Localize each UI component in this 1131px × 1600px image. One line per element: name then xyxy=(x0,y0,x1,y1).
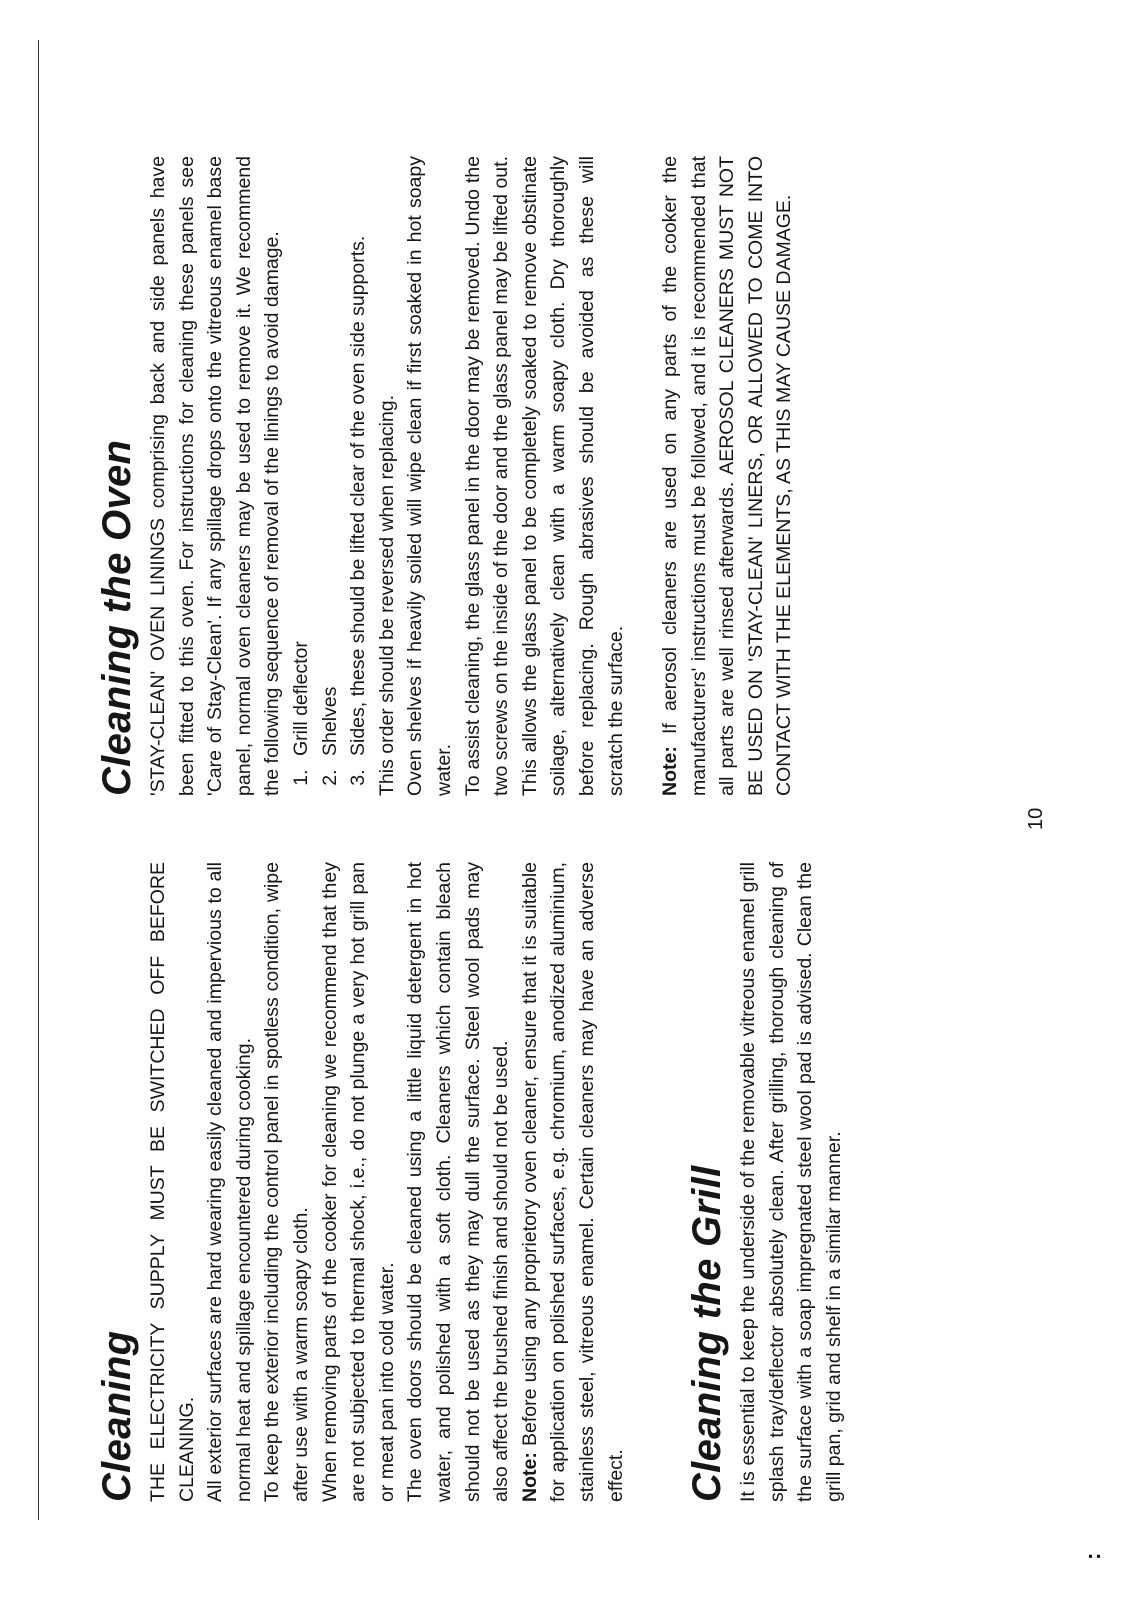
cleaning-note xyxy=(516,862,630,1502)
note-label: Note: xyxy=(659,746,682,796)
right-column xyxy=(94,156,799,796)
list-item: 2. Shelves xyxy=(316,156,345,764)
note-label: Note: xyxy=(518,1452,541,1502)
heading-cleaning: Cleaning xyxy=(95,1330,139,1502)
note-text: If aerosol cleaners are used on any parts of the cooker the manufacturers' instructions must be followed, and it is recommended that all parts are well rinsed afterwards. AEROSOL CLEANERS MUST NOT BE USED ON 'STAY-CLEAN' LINERS, OR ALLOWED TO COME INTO CONTACT WITH THE ELEMENTS, AS THIS MAY CAUSE DAMAGE. xyxy=(659,156,796,796)
heading-cleaning-grill: Cleaning the Grill xyxy=(685,1165,730,1502)
cleaning-control-panel: To keep the exterior including the control panel in spotless condition, wipe after use with a warm soapy cloth. xyxy=(261,862,312,1502)
note-text: Before using any proprietory oven cleaner, ensure that it is suitable for application on polished surfaces, e.g. chromium, anodized aluminium, stainless steel, vitreous enamel. Certain cleaners may have an adverse effect. xyxy=(518,862,627,1502)
cleaning-warning: THE ELECTRICITY SUPPLY MUST BE SWITCHED OFF BEFORE CLEANING. xyxy=(147,862,198,1502)
cleaning-oven-doors: The oven doors should be cleaned using a little liquid detergent in hot water, and polished with a soft cloth. Cleaners which contain bleach should not be used as they may dull the surface. Steel wool pads may also affect the brushed finish and should not be used. xyxy=(404,862,513,1502)
grill-paragraph: It is essential to keep the underside of the removable vitreous enamel grill splash tray/deflector absolutely clean. After grilling, thorough cleaning of the surface with a soap impregnated steel wool pad is advised. Clean the grill pan, grid and shelf in a similar manner. xyxy=(737,862,845,1502)
removal-steps xyxy=(287,156,373,796)
margin-rule xyxy=(38,40,39,1520)
left-column xyxy=(94,862,848,1502)
list-item: 3. Sides, these should be lifted clear of the oven side supports. xyxy=(344,156,373,764)
heading-cleaning-oven: Cleaning the Oven xyxy=(95,439,139,796)
binding-mark: : xyxy=(1080,1552,1105,1560)
list-item: 1. Grill deflector xyxy=(287,156,316,764)
cleaning-thermal-shock: When removing parts of the cooker for cleaning we recommend that they are not subjected to thermal shock, i.e., do not plunge a very hot grill pan or meat pan into cold water. xyxy=(318,862,398,1502)
oven-glass-panel: To assist cleaning, the glass panel in the door may be removed. Undo the two screws on the inside of the door and the glass panel may be lifted out. This allows the glass panel to be completely soaked to remove obstinate soilage, alternatively clean with a warm soapy cloth. Dry thoroughly before replacing. Rough abrasives should be avoided as these will scratch the surface. xyxy=(461,156,627,796)
section-gap xyxy=(630,156,656,796)
oven-note xyxy=(656,156,799,796)
page-number: 10 xyxy=(1025,807,1047,830)
cleaning-exterior: All exterior surfaces are hard wearing easily cleaned and impervious to all normal heat and spillage encountered during cooking. xyxy=(204,862,255,1502)
section-gap xyxy=(630,862,684,1502)
oven-shelves: Oven shelves if heavily soiled will wipe clean if first soaked in hot soapy water. xyxy=(404,156,455,796)
oven-reverse-order: This order should be reversed when replacing. xyxy=(375,394,398,796)
oven-linings: 'STAY-CLEAN' OVEN LININGS comprising back and side panels have been fitted to this oven. For instructions for cleaning these panels see 'Care of Stay-Clean'. If any spillage drops onto the vitreous enamel base panel, normal oven cleaners may be used to remove it. We recommend the following sequence of removal of the linings to avoid damage. xyxy=(147,156,284,796)
